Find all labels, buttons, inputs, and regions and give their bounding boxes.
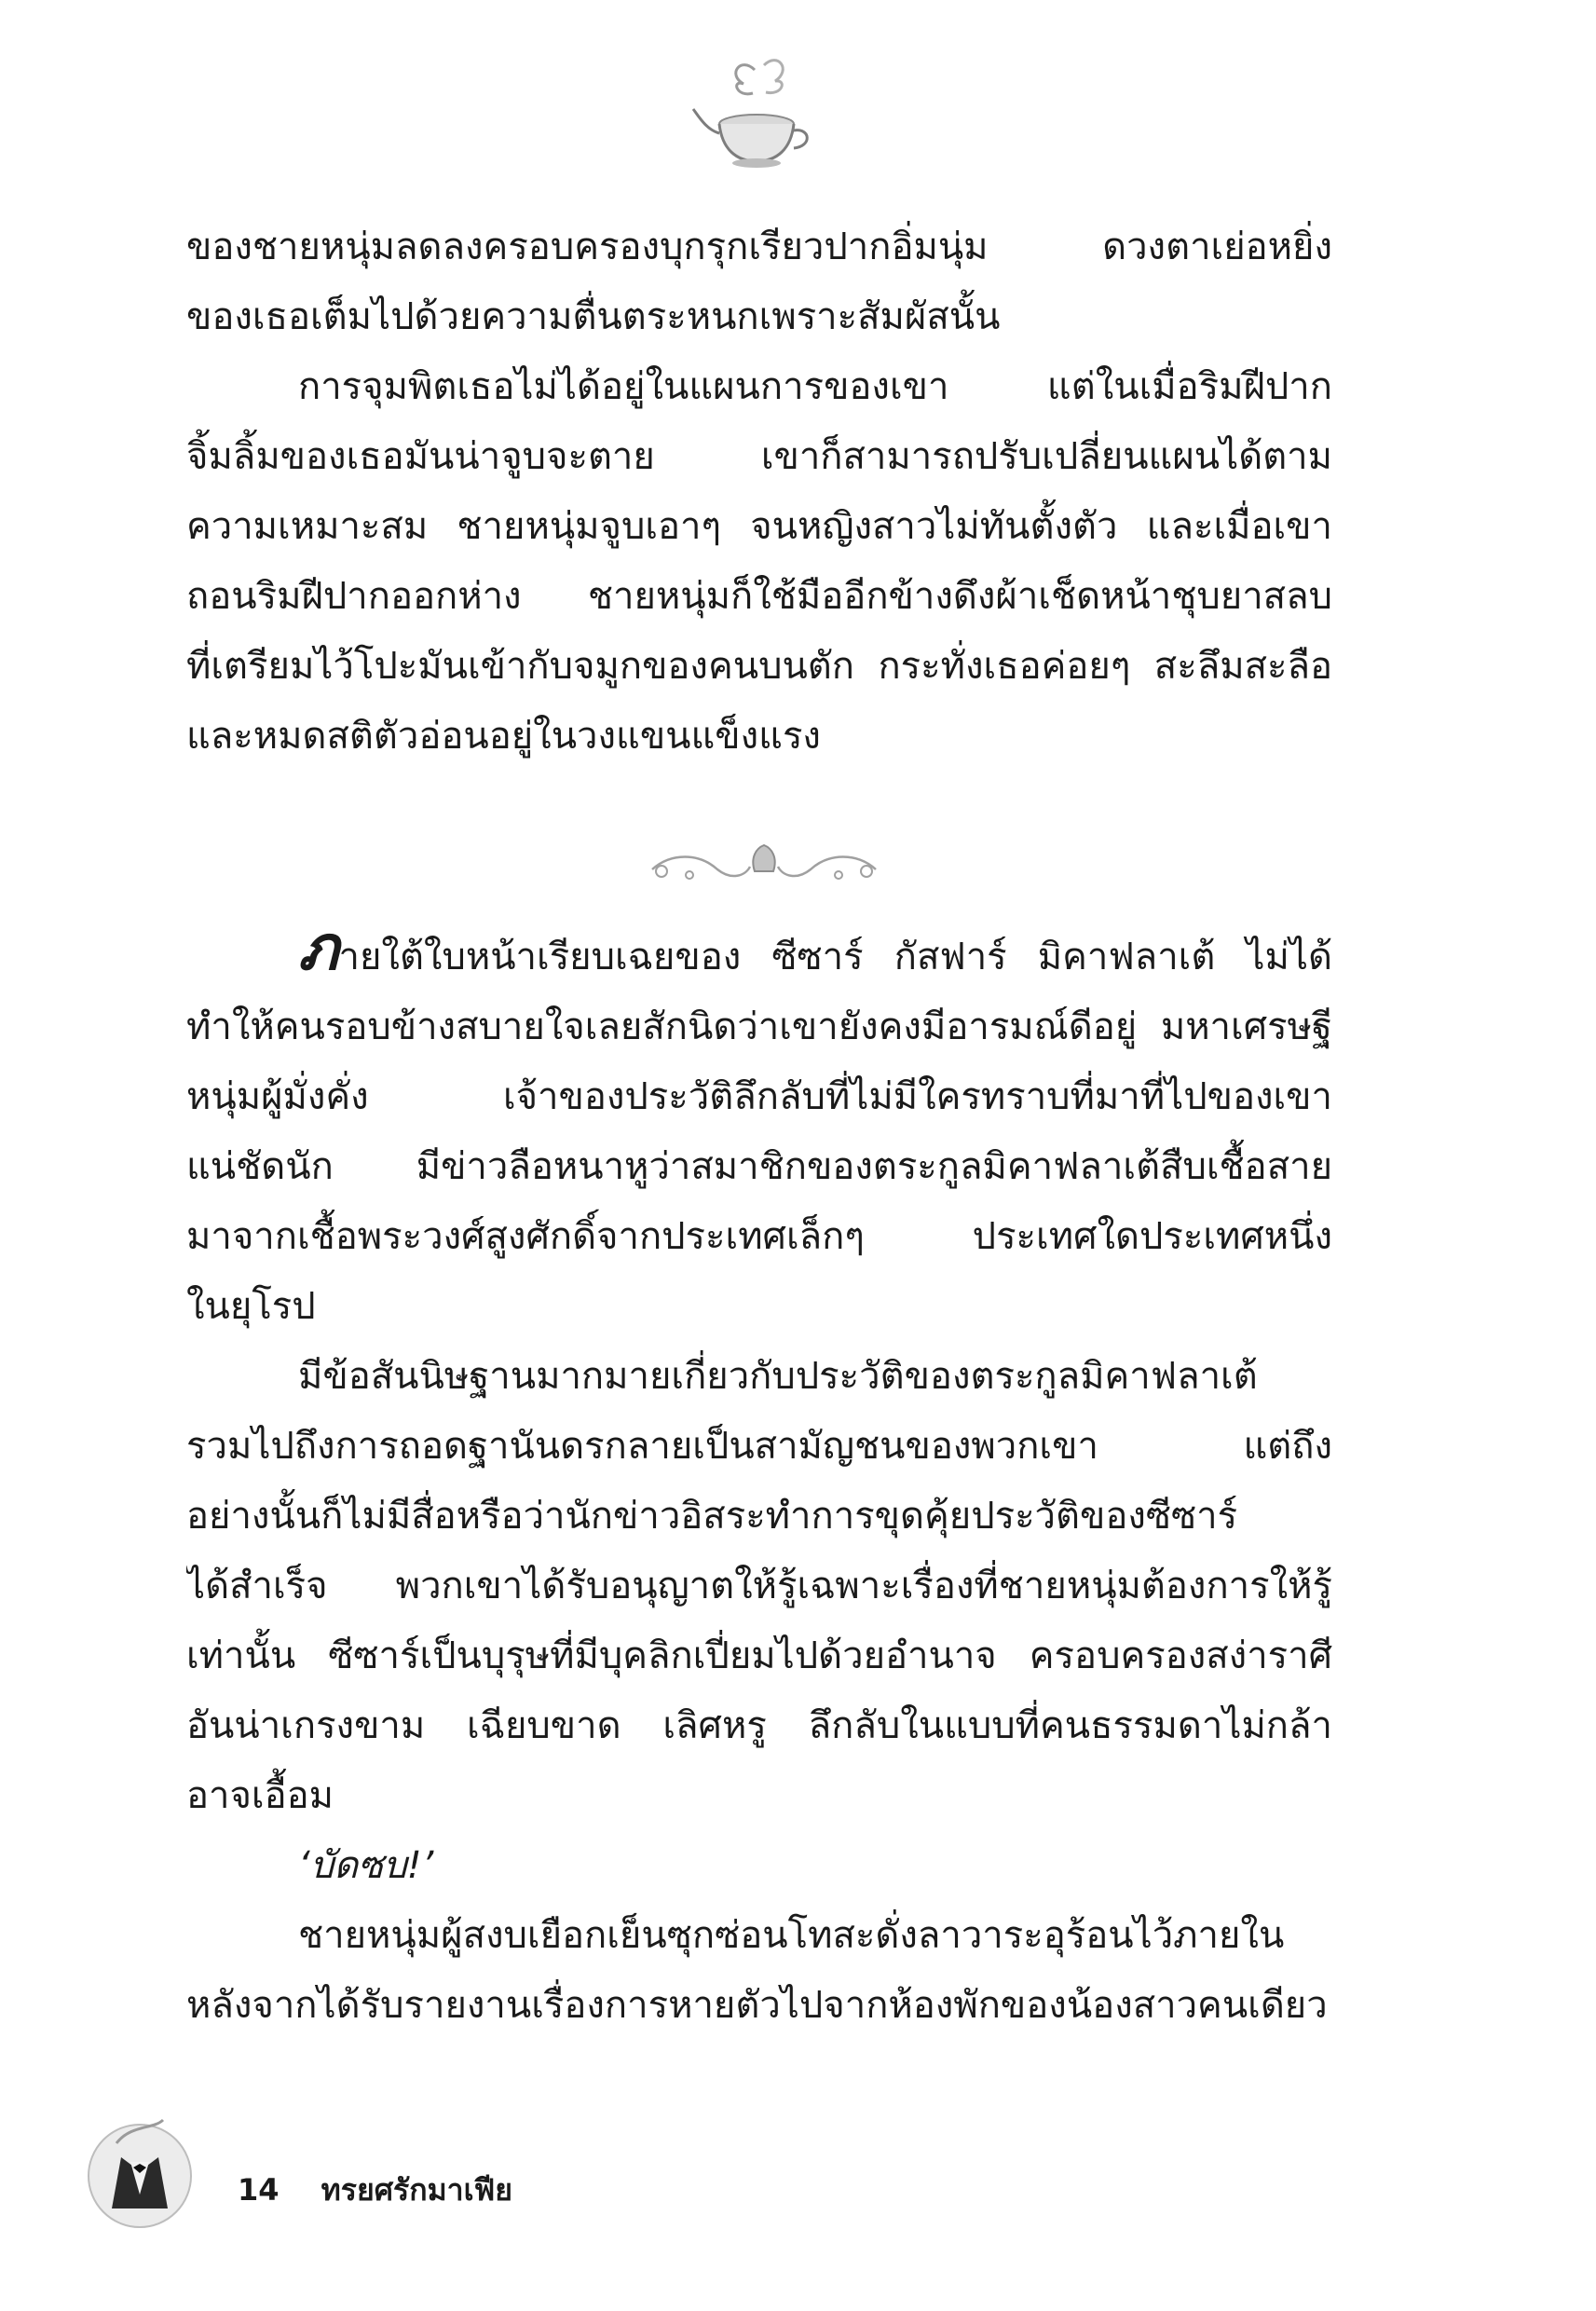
text-line: ได้สำเร็จ พวกเขาได้รับอนุญาตให้รู้เฉพาะเรื่องที่ชายหนุ่มต้องการให้รู้ [186, 1565, 1332, 1607]
section-a-text [186, 212, 1332, 772]
book-title: ทรยศรักมาเฟีย [321, 2172, 512, 2208]
section-b-text [186, 918, 1332, 2041]
drop-cap: ภ [298, 918, 339, 984]
teapot-ornament-icon [689, 51, 820, 172]
text-line-italic: ‘บัดซบ!’ [298, 1844, 434, 1887]
text-line: อย่างนั้นก็ไม่มีสื่อหรือว่านักข่าวอิสระทำการขุดคุ้ยประวัติของซีซาร์ [186, 1495, 1238, 1538]
tuxedo-ornament-icon [79, 2106, 200, 2236]
text-line: อันน่าเกรงขาม เฉียบขาด เลิศหรู ลึกลับในแบบที่คนธรรมดาไม่กล้า [186, 1704, 1332, 1747]
text-line: การจุมพิตเธอไม่ได้อยู่ในแผนการของเขา แต่ในเมื่อริมฝีปาก [298, 365, 1332, 408]
text-line: ของชายหนุ่มลดลงครอบครองบุกรุกเรียวปากอิ่มนุ่ม ดวงตาเย่อหยิ่ง [186, 226, 1332, 268]
floral-divider-icon [643, 843, 885, 890]
text-line-first [186, 918, 1332, 992]
first-line-text: ายใต้ใบหน้าเรียบเฉยของ ซีซาร์ กัสฟาร์ มิคาฟลาเต้ ไม่ได้ [338, 936, 1332, 978]
text-line: ถอนริมฝีปากออกห่าง ชายหนุ่มก็ใช้มืออีกข้างดึงผ้าเช็ดหน้าชุบยาสลบ [186, 575, 1332, 618]
text-line: มาจากเชื้อพระวงศ์สูงศักดิ์จากประเทศเล็กๆ ประเทศใดประเทศหนึ่ง [186, 1215, 1332, 1258]
text-line: ที่เตรียมไว้โปะมันเข้ากับจมูกของคนบนตัก กระทั่งเธอค่อยๆ สะลึมสะลือ [186, 645, 1332, 688]
text-line: อาจเอื้อม [186, 1774, 334, 1817]
text-line: เท่านั้น ซีซาร์เป็นบุรุษที่มีบุคลิกเปี่ยมไปด้วยอำนาจ ครอบครองสง่าราศี [186, 1634, 1332, 1677]
text-line: แน่ชัดนัก มีข่าวลือหนาหูว่าสมาชิกของตระกูลมิคาฟลาเต้สืบเชื้อสาย [186, 1145, 1332, 1188]
text-line: รวมไปถึงการถอดฐานันดรกลายเป็นสามัญชนของพวกเขา แต่ถึง [186, 1425, 1332, 1468]
page-footer [238, 2167, 512, 2214]
text-line: มีข้อสันนิษฐานมากมายเกี่ยวกับประวัติของตระกูลมิคาฟลาเต้ [298, 1355, 1258, 1398]
text-line: หนุ่มผู้มั่งคั่ง เจ้าของประวัติลึกลับที่ไม่มีใครทราบที่มาที่ไปของเขา [186, 1075, 1332, 1118]
text-line: ทำให้คนรอบข้างสบายใจเลยสักนิดว่าเขายังคงมีอารมณ์ดีอยู่ มหาเศรษฐี [186, 1005, 1332, 1048]
text-line: ชายหนุ่มผู้สงบเยือกเย็นซุกซ่อนโทสะดั่งลาวาระอุร้อนไว้ภายใน [298, 1914, 1285, 1957]
text-line: และหมดสติตัวอ่อนอยู่ในวงแขนแข็งแรง [186, 715, 821, 758]
text-line: ของเธอเต็มไปด้วยความตื่นตระหนกเพราะสัมผัสนั้น [186, 295, 1001, 338]
text-line: จิ้มลิ้มของเธอมันน่าจูบจะตาย เขาก็สามารถปรับเปลี่ยนแผนได้ตาม [186, 435, 1332, 478]
text-line: ในยุโรป [186, 1285, 316, 1328]
page-number: 14 [238, 2172, 280, 2208]
text-line: หลังจากได้รับรายงานเรื่องการหายตัวไปจากห้องพักของน้องสาวคนเดียว [186, 1984, 1328, 2027]
text-line: ความเหมาะสม ชายหนุ่มจูบเอาๆ จนหญิงสาวไม่ทันตั้งตัว และเมื่อเขา [186, 505, 1332, 548]
